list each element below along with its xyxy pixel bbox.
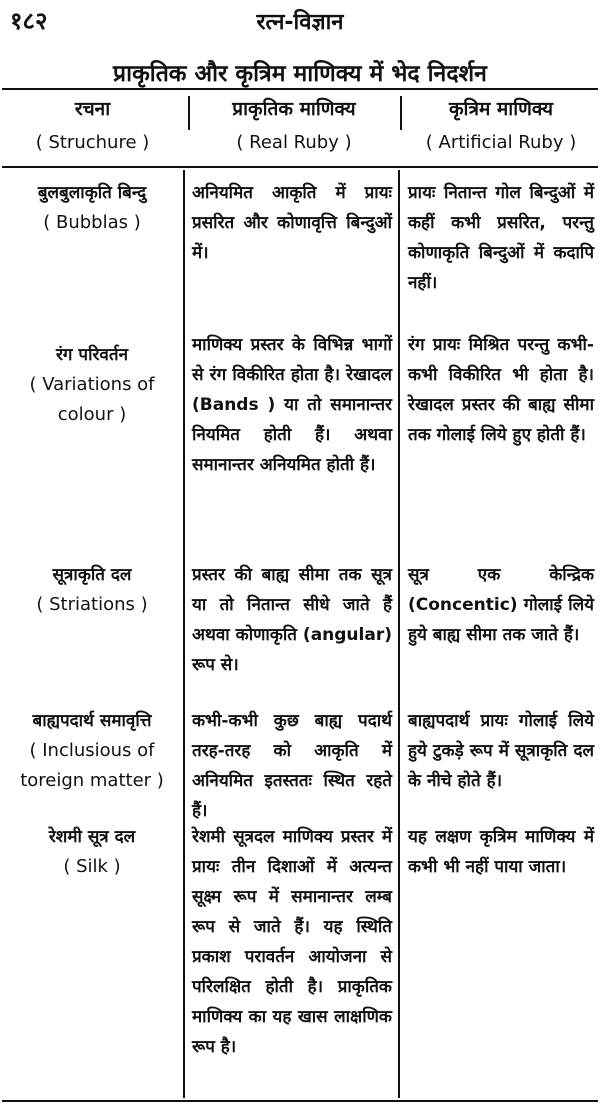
column-header-english: ( Struchure ) <box>35 132 150 153</box>
row-label-english: ( Variations of colour ) <box>29 374 155 425</box>
row-label-hindi: बुलबुलाकृति बिन्दु <box>37 183 147 203</box>
table-top-rule <box>2 88 598 90</box>
column-divider <box>183 170 185 1098</box>
row-label-hindi: सूत्राकृति दल <box>52 565 132 585</box>
column-header-hindi: प्राकृतिक माणिक्य <box>232 98 356 120</box>
page-header <box>0 0 600 40</box>
header-bottom-rule <box>2 166 598 168</box>
row-label-english: ( Striations ) <box>36 594 148 615</box>
row-label-english: ( Bubblas ) <box>43 212 141 233</box>
artificial-ruby-cell: यह लक्षण कृत्रिम माणिक्य में कभी भी नहीं पाया जाता। <box>408 827 594 877</box>
artificial-ruby-cell: प्रायः नितान्त गोल बिन्दुओं में कहीं कभी प्रसरित, परन्तु कोणाकृति बिन्दुओं में कदापि नहीं। <box>408 183 594 293</box>
artificial-ruby-cell: रंग प्रायः मिश्रित परन्तु कभी-कभी विकीरित भी होता है। रेखादल प्रस्तर की बाह्य सीमा तक गोलाई लिये हुए होती हैं। <box>408 335 594 445</box>
artificial-ruby-cell: बाह्यपदार्थ प्रायः गोलाई लिये हुये टुकड़े रूप में सूत्राकृति दल के नीचे होते हैं। <box>408 711 594 791</box>
real-ruby-cell: अनियमित आकृति में प्रायः प्रसरित और कोणावृत्ति बिन्दुओं में। <box>192 183 392 263</box>
row-label-hindi: रेशमी सूत्र दल <box>48 827 136 847</box>
row-label-bubbles <box>4 178 180 238</box>
table-title: प्राकृतिक और कृत्रिम माणिक्य में भेद निदर्शन <box>113 61 487 87</box>
artificial-ruby-cell: सूत्र एक केन्द्रिक (Concentic) गोलाई लिये हुये बाह्य सीमा तक जाते हैं। <box>408 565 594 645</box>
real-ruby-cell: प्रस्तर की बाह्य सीमा तक सूत्र या तो नितान्त सीधे जाते हैं अथवा कोणाकृति (angular) रूप से। <box>192 565 392 675</box>
row-label-silk <box>4 822 180 882</box>
column-header-artificial-ruby <box>402 92 600 160</box>
row-label-english: ( Silk ) <box>63 856 121 877</box>
column-header-real-ruby <box>190 92 398 160</box>
column-header-hindi: कृत्रिम माणिक्य <box>448 98 554 120</box>
real-ruby-cell: माणिक्य प्रस्तर के विभिन्न भागों से रंग विकीरित होता है। रेखादल (Bands ) या तो समानान्तर नियमित होती हैं। अथवा समानान्तर अनियमित होती हैं। <box>192 335 392 475</box>
row-label-hindi: बाह्यपदार्थ समावृत्ति <box>32 711 152 731</box>
row-label-striations <box>4 560 180 620</box>
row-label-inclusions <box>4 706 180 796</box>
running-title: रत्न-विज्ञान <box>256 10 344 35</box>
real-ruby-cell: कभी-कभी कुछ बाह्य पदार्थ तरह-तरह को आकृति में अनियमित इतस्ततः स्थित रहते हैं। <box>192 711 392 821</box>
column-header-hindi: रचना <box>74 98 111 120</box>
column-header-structure <box>0 92 185 160</box>
column-divider <box>398 170 400 1098</box>
table-bottom-rule <box>2 1100 598 1102</box>
column-header-english: ( Real Ruby ) <box>236 132 352 153</box>
row-label-hindi: रंग परिवर्तन <box>55 345 129 365</box>
column-header-english: ( Artificial Ruby ) <box>425 132 577 153</box>
row-label-colour <box>4 340 180 430</box>
row-label-english: ( Inclusious of toreign matter ) <box>20 740 164 791</box>
real-ruby-cell: रेशमी सूत्रदल माणिक्य प्रस्तर में प्रायः तीन दिशाओं में अत्यन्त सूक्ष्म रूप में समानान्तर लम्ब रूप से जाते हैं। यह स्थिति प्रकाश परावर्तन आयोजना से परिलक्षित होती है। प्राकृतिक माणिक्य का यह खास लाक्षणिक रूप है। <box>192 827 392 1057</box>
page-number: १८२ <box>10 7 48 35</box>
